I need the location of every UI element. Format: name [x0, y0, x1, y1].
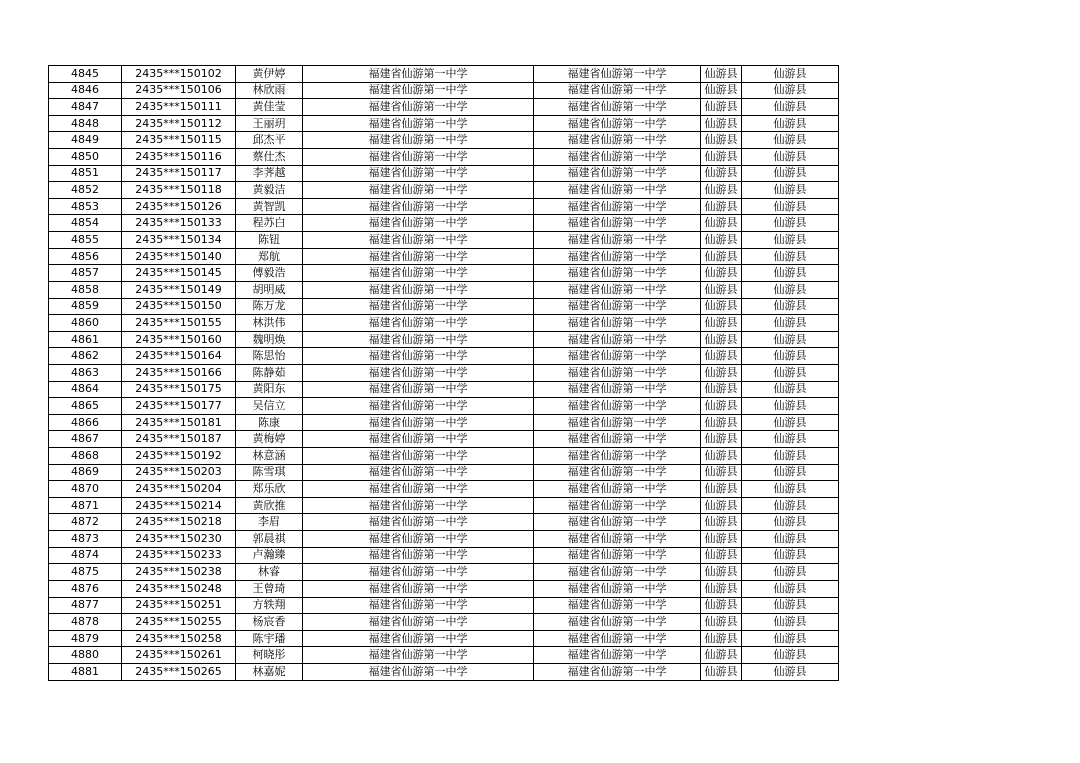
district-cell: 仙游县 [742, 99, 839, 116]
district-cell: 仙游县 [742, 182, 839, 199]
seq-cell: 4852 [49, 182, 122, 199]
school-cell: 福建省仙游第一中学 [303, 514, 534, 531]
table-row [49, 248, 839, 265]
name-cell: 杨宸香 [236, 614, 303, 631]
name-cell: 陈思怡 [236, 348, 303, 365]
name-cell: 王丽玥 [236, 115, 303, 132]
seq-cell: 4881 [49, 663, 122, 680]
graduating-school-cell: 福建省仙游第一中学 [534, 663, 701, 680]
roster-table-container [48, 65, 839, 681]
seq-cell: 4877 [49, 597, 122, 614]
exam-id-cell: 2435***150134 [122, 232, 236, 249]
seq-cell: 4868 [49, 448, 122, 465]
seq-cell: 4871 [49, 497, 122, 514]
name-cell: 胡明威 [236, 281, 303, 298]
name-cell: 魏明焕 [236, 331, 303, 348]
seq-cell: 4864 [49, 381, 122, 398]
graduating-school-cell: 福建省仙游第一中学 [534, 198, 701, 215]
seq-cell: 4866 [49, 414, 122, 431]
school-cell: 福建省仙游第一中学 [303, 464, 534, 481]
county-cell: 仙游县 [701, 431, 742, 448]
district-cell: 仙游县 [742, 448, 839, 465]
school-cell: 福建省仙游第一中学 [303, 564, 534, 581]
graduating-school-cell: 福建省仙游第一中学 [534, 547, 701, 564]
graduating-school-cell: 福建省仙游第一中学 [534, 215, 701, 232]
district-cell: 仙游县 [742, 248, 839, 265]
seq-cell: 4850 [49, 149, 122, 166]
table-row [49, 497, 839, 514]
name-cell: 郭晨祺 [236, 531, 303, 548]
table-row [49, 198, 839, 215]
roster-table [48, 65, 839, 681]
seq-cell: 4870 [49, 481, 122, 498]
school-cell: 福建省仙游第一中学 [303, 182, 534, 199]
graduating-school-cell: 福建省仙游第一中学 [534, 647, 701, 664]
county-cell: 仙游县 [701, 398, 742, 415]
seq-cell: 4872 [49, 514, 122, 531]
exam-id-cell: 2435***150160 [122, 331, 236, 348]
school-cell: 福建省仙游第一中学 [303, 348, 534, 365]
exam-id-cell: 2435***150145 [122, 265, 236, 282]
seq-cell: 4860 [49, 315, 122, 332]
graduating-school-cell: 福建省仙游第一中学 [534, 614, 701, 631]
name-cell: 蔡仕杰 [236, 149, 303, 166]
school-cell: 福建省仙游第一中学 [303, 198, 534, 215]
exam-id-cell: 2435***150238 [122, 564, 236, 581]
exam-id-cell: 2435***150164 [122, 348, 236, 365]
table-row [49, 564, 839, 581]
school-cell: 福建省仙游第一中学 [303, 497, 534, 514]
name-cell: 陈万龙 [236, 298, 303, 315]
county-cell: 仙游县 [701, 182, 742, 199]
name-cell: 黄伊婷 [236, 66, 303, 83]
county-cell: 仙游县 [701, 364, 742, 381]
table-row [49, 315, 839, 332]
seq-cell: 4869 [49, 464, 122, 481]
exam-id-cell: 2435***150258 [122, 630, 236, 647]
school-cell: 福建省仙游第一中学 [303, 431, 534, 448]
school-cell: 福建省仙游第一中学 [303, 315, 534, 332]
exam-id-cell: 2435***150214 [122, 497, 236, 514]
school-cell: 福建省仙游第一中学 [303, 364, 534, 381]
county-cell: 仙游县 [701, 481, 742, 498]
graduating-school-cell: 福建省仙游第一中学 [534, 531, 701, 548]
table-row [49, 182, 839, 199]
table-row [49, 165, 839, 182]
school-cell: 福建省仙游第一中学 [303, 381, 534, 398]
seq-cell: 4845 [49, 66, 122, 83]
county-cell: 仙游县 [701, 265, 742, 282]
district-cell: 仙游县 [742, 647, 839, 664]
graduating-school-cell: 福建省仙游第一中学 [534, 165, 701, 182]
district-cell: 仙游县 [742, 497, 839, 514]
district-cell: 仙游县 [742, 315, 839, 332]
exam-id-cell: 2435***150112 [122, 115, 236, 132]
name-cell: 黄毅洁 [236, 182, 303, 199]
exam-id-cell: 2435***150230 [122, 531, 236, 548]
seq-cell: 4851 [49, 165, 122, 182]
graduating-school-cell: 福建省仙游第一中学 [534, 115, 701, 132]
exam-id-cell: 2435***150111 [122, 99, 236, 116]
exam-id-cell: 2435***150102 [122, 66, 236, 83]
graduating-school-cell: 福建省仙游第一中学 [534, 481, 701, 498]
school-cell: 福建省仙游第一中学 [303, 647, 534, 664]
seq-cell: 4856 [49, 248, 122, 265]
seq-cell: 4862 [49, 348, 122, 365]
name-cell: 郑乐欣 [236, 481, 303, 498]
graduating-school-cell: 福建省仙游第一中学 [534, 82, 701, 99]
district-cell: 仙游县 [742, 531, 839, 548]
name-cell: 林嘉妮 [236, 663, 303, 680]
county-cell: 仙游县 [701, 663, 742, 680]
graduating-school-cell: 福建省仙游第一中学 [534, 414, 701, 431]
district-cell: 仙游县 [742, 614, 839, 631]
school-cell: 福建省仙游第一中学 [303, 580, 534, 597]
school-cell: 福建省仙游第一中学 [303, 481, 534, 498]
name-cell: 黄智凯 [236, 198, 303, 215]
county-cell: 仙游县 [701, 414, 742, 431]
name-cell: 傅毅浩 [236, 265, 303, 282]
graduating-school-cell: 福建省仙游第一中学 [534, 149, 701, 166]
graduating-school-cell: 福建省仙游第一中学 [534, 232, 701, 249]
table-row [49, 381, 839, 398]
seq-cell: 4874 [49, 547, 122, 564]
graduating-school-cell: 福建省仙游第一中学 [534, 132, 701, 149]
district-cell: 仙游县 [742, 431, 839, 448]
county-cell: 仙游县 [701, 614, 742, 631]
seq-cell: 4859 [49, 298, 122, 315]
graduating-school-cell: 福建省仙游第一中学 [534, 431, 701, 448]
school-cell: 福建省仙游第一中学 [303, 531, 534, 548]
exam-id-cell: 2435***150116 [122, 149, 236, 166]
county-cell: 仙游县 [701, 564, 742, 581]
district-cell: 仙游县 [742, 547, 839, 564]
county-cell: 仙游县 [701, 315, 742, 332]
table-row [49, 630, 839, 647]
table-row [49, 414, 839, 431]
table-row [49, 398, 839, 415]
district-cell: 仙游县 [742, 281, 839, 298]
exam-id-cell: 2435***150155 [122, 315, 236, 332]
school-cell: 福建省仙游第一中学 [303, 547, 534, 564]
graduating-school-cell: 福建省仙游第一中学 [534, 564, 701, 581]
seq-cell: 4875 [49, 564, 122, 581]
seq-cell: 4847 [49, 99, 122, 116]
county-cell: 仙游县 [701, 497, 742, 514]
table-row [49, 215, 839, 232]
school-cell: 福建省仙游第一中学 [303, 215, 534, 232]
table-row [49, 663, 839, 680]
table-row [49, 647, 839, 664]
exam-id-cell: 2435***150181 [122, 414, 236, 431]
school-cell: 福建省仙游第一中学 [303, 165, 534, 182]
name-cell: 陈静茹 [236, 364, 303, 381]
name-cell: 李荠越 [236, 165, 303, 182]
district-cell: 仙游县 [742, 115, 839, 132]
district-cell: 仙游县 [742, 414, 839, 431]
exam-id-cell: 2435***150192 [122, 448, 236, 465]
school-cell: 福建省仙游第一中学 [303, 663, 534, 680]
seq-cell: 4849 [49, 132, 122, 149]
district-cell: 仙游县 [742, 663, 839, 680]
county-cell: 仙游县 [701, 647, 742, 664]
graduating-school-cell: 福建省仙游第一中学 [534, 597, 701, 614]
district-cell: 仙游县 [742, 232, 839, 249]
table-row [49, 331, 839, 348]
county-cell: 仙游县 [701, 198, 742, 215]
name-cell: 陈宇璠 [236, 630, 303, 647]
school-cell: 福建省仙游第一中学 [303, 614, 534, 631]
school-cell: 福建省仙游第一中学 [303, 281, 534, 298]
seq-cell: 4878 [49, 614, 122, 631]
school-cell: 福建省仙游第一中学 [303, 448, 534, 465]
county-cell: 仙游县 [701, 298, 742, 315]
district-cell: 仙游县 [742, 298, 839, 315]
seq-cell: 4876 [49, 580, 122, 597]
district-cell: 仙游县 [742, 597, 839, 614]
school-cell: 福建省仙游第一中学 [303, 298, 534, 315]
seq-cell: 4879 [49, 630, 122, 647]
seq-cell: 4880 [49, 647, 122, 664]
school-cell: 福建省仙游第一中学 [303, 232, 534, 249]
name-cell: 李眉 [236, 514, 303, 531]
school-cell: 福建省仙游第一中学 [303, 414, 534, 431]
seq-cell: 4855 [49, 232, 122, 249]
district-cell: 仙游县 [742, 514, 839, 531]
district-cell: 仙游县 [742, 198, 839, 215]
school-cell: 福建省仙游第一中学 [303, 630, 534, 647]
name-cell: 黄欣推 [236, 497, 303, 514]
county-cell: 仙游县 [701, 149, 742, 166]
exam-id-cell: 2435***150251 [122, 597, 236, 614]
school-cell: 福建省仙游第一中学 [303, 248, 534, 265]
county-cell: 仙游县 [701, 82, 742, 99]
exam-id-cell: 2435***150126 [122, 198, 236, 215]
graduating-school-cell: 福建省仙游第一中学 [534, 315, 701, 332]
table-row [49, 115, 839, 132]
county-cell: 仙游县 [701, 132, 742, 149]
county-cell: 仙游县 [701, 630, 742, 647]
graduating-school-cell: 福建省仙游第一中学 [534, 281, 701, 298]
table-row [49, 364, 839, 381]
seq-cell: 4865 [49, 398, 122, 415]
district-cell: 仙游县 [742, 149, 839, 166]
county-cell: 仙游县 [701, 331, 742, 348]
county-cell: 仙游县 [701, 348, 742, 365]
table-row [49, 464, 839, 481]
table-row [49, 580, 839, 597]
graduating-school-cell: 福建省仙游第一中学 [534, 497, 701, 514]
district-cell: 仙游县 [742, 481, 839, 498]
exam-id-cell: 2435***150218 [122, 514, 236, 531]
county-cell: 仙游县 [701, 115, 742, 132]
table-row [49, 481, 839, 498]
name-cell: 郑航 [236, 248, 303, 265]
table-row [49, 99, 839, 116]
table-row [49, 448, 839, 465]
district-cell: 仙游县 [742, 580, 839, 597]
county-cell: 仙游县 [701, 580, 742, 597]
exam-id-cell: 2435***150149 [122, 281, 236, 298]
district-cell: 仙游县 [742, 398, 839, 415]
school-cell: 福建省仙游第一中学 [303, 331, 534, 348]
seq-cell: 4848 [49, 115, 122, 132]
exam-id-cell: 2435***150203 [122, 464, 236, 481]
name-cell: 林欣雨 [236, 82, 303, 99]
district-cell: 仙游县 [742, 564, 839, 581]
name-cell: 邱杰平 [236, 132, 303, 149]
name-cell: 方轶翔 [236, 597, 303, 614]
graduating-school-cell: 福建省仙游第一中学 [534, 331, 701, 348]
school-cell: 福建省仙游第一中学 [303, 132, 534, 149]
name-cell: 柯晓彤 [236, 647, 303, 664]
table-row [49, 431, 839, 448]
county-cell: 仙游县 [701, 448, 742, 465]
table-row [49, 66, 839, 83]
county-cell: 仙游县 [701, 232, 742, 249]
graduating-school-cell: 福建省仙游第一中学 [534, 381, 701, 398]
table-row [49, 514, 839, 531]
graduating-school-cell: 福建省仙游第一中学 [534, 514, 701, 531]
school-cell: 福建省仙游第一中学 [303, 66, 534, 83]
name-cell: 王曾琦 [236, 580, 303, 597]
seq-cell: 4853 [49, 198, 122, 215]
school-cell: 福建省仙游第一中学 [303, 149, 534, 166]
district-cell: 仙游县 [742, 215, 839, 232]
graduating-school-cell: 福建省仙游第一中学 [534, 448, 701, 465]
exam-id-cell: 2435***150150 [122, 298, 236, 315]
name-cell: 吴信立 [236, 398, 303, 415]
name-cell: 陈康 [236, 414, 303, 431]
county-cell: 仙游县 [701, 165, 742, 182]
county-cell: 仙游县 [701, 464, 742, 481]
name-cell: 程苏白 [236, 215, 303, 232]
graduating-school-cell: 福建省仙游第一中学 [534, 364, 701, 381]
exam-id-cell: 2435***150133 [122, 215, 236, 232]
seq-cell: 4873 [49, 531, 122, 548]
graduating-school-cell: 福建省仙游第一中学 [534, 398, 701, 415]
district-cell: 仙游县 [742, 331, 839, 348]
table-row [49, 281, 839, 298]
name-cell: 黄佳莹 [236, 99, 303, 116]
school-cell: 福建省仙游第一中学 [303, 265, 534, 282]
district-cell: 仙游县 [742, 348, 839, 365]
county-cell: 仙游县 [701, 66, 742, 83]
table-row [49, 298, 839, 315]
name-cell: 黄梅婷 [236, 431, 303, 448]
name-cell: 林意涵 [236, 448, 303, 465]
district-cell: 仙游县 [742, 66, 839, 83]
exam-id-cell: 2435***150265 [122, 663, 236, 680]
table-row [49, 348, 839, 365]
school-cell: 福建省仙游第一中学 [303, 398, 534, 415]
county-cell: 仙游县 [701, 597, 742, 614]
table-row [49, 132, 839, 149]
district-cell: 仙游县 [742, 165, 839, 182]
table-row [49, 531, 839, 548]
school-cell: 福建省仙游第一中学 [303, 597, 534, 614]
exam-id-cell: 2435***150117 [122, 165, 236, 182]
name-cell: 黄阳东 [236, 381, 303, 398]
table-row [49, 265, 839, 282]
district-cell: 仙游县 [742, 381, 839, 398]
name-cell: 卢瀚臻 [236, 547, 303, 564]
exam-id-cell: 2435***150233 [122, 547, 236, 564]
exam-id-cell: 2435***150261 [122, 647, 236, 664]
graduating-school-cell: 福建省仙游第一中学 [534, 630, 701, 647]
seq-cell: 4863 [49, 364, 122, 381]
graduating-school-cell: 福建省仙游第一中学 [534, 265, 701, 282]
table-row [49, 614, 839, 631]
table-row [49, 149, 839, 166]
county-cell: 仙游县 [701, 99, 742, 116]
exam-id-cell: 2435***150175 [122, 381, 236, 398]
exam-id-cell: 2435***150166 [122, 364, 236, 381]
graduating-school-cell: 福建省仙游第一中学 [534, 99, 701, 116]
table-row [49, 547, 839, 564]
exam-id-cell: 2435***150118 [122, 182, 236, 199]
table-row [49, 82, 839, 99]
name-cell: 林洪伟 [236, 315, 303, 332]
roster-table-body [49, 66, 839, 681]
school-cell: 福建省仙游第一中学 [303, 82, 534, 99]
district-cell: 仙游县 [742, 364, 839, 381]
exam-id-cell: 2435***150204 [122, 481, 236, 498]
county-cell: 仙游县 [701, 381, 742, 398]
table-row [49, 232, 839, 249]
seq-cell: 4854 [49, 215, 122, 232]
graduating-school-cell: 福建省仙游第一中学 [534, 182, 701, 199]
seq-cell: 4857 [49, 265, 122, 282]
exam-id-cell: 2435***150115 [122, 132, 236, 149]
county-cell: 仙游县 [701, 215, 742, 232]
table-row [49, 597, 839, 614]
exam-id-cell: 2435***150177 [122, 398, 236, 415]
graduating-school-cell: 福建省仙游第一中学 [534, 298, 701, 315]
seq-cell: 4867 [49, 431, 122, 448]
name-cell: 陈雪琪 [236, 464, 303, 481]
seq-cell: 4861 [49, 331, 122, 348]
name-cell: 陈钮 [236, 232, 303, 249]
name-cell: 林睿 [236, 564, 303, 581]
district-cell: 仙游县 [742, 132, 839, 149]
graduating-school-cell: 福建省仙游第一中学 [534, 66, 701, 83]
county-cell: 仙游县 [701, 248, 742, 265]
district-cell: 仙游县 [742, 265, 839, 282]
seq-cell: 4846 [49, 82, 122, 99]
graduating-school-cell: 福建省仙游第一中学 [534, 464, 701, 481]
county-cell: 仙游县 [701, 281, 742, 298]
exam-id-cell: 2435***150140 [122, 248, 236, 265]
graduating-school-cell: 福建省仙游第一中学 [534, 580, 701, 597]
district-cell: 仙游县 [742, 464, 839, 481]
district-cell: 仙游县 [742, 82, 839, 99]
county-cell: 仙游县 [701, 514, 742, 531]
district-cell: 仙游县 [742, 630, 839, 647]
graduating-school-cell: 福建省仙游第一中学 [534, 248, 701, 265]
county-cell: 仙游县 [701, 531, 742, 548]
exam-id-cell: 2435***150106 [122, 82, 236, 99]
county-cell: 仙游县 [701, 547, 742, 564]
exam-id-cell: 2435***150248 [122, 580, 236, 597]
school-cell: 福建省仙游第一中学 [303, 99, 534, 116]
seq-cell: 4858 [49, 281, 122, 298]
graduating-school-cell: 福建省仙游第一中学 [534, 348, 701, 365]
school-cell: 福建省仙游第一中学 [303, 115, 534, 132]
exam-id-cell: 2435***150255 [122, 614, 236, 631]
exam-id-cell: 2435***150187 [122, 431, 236, 448]
